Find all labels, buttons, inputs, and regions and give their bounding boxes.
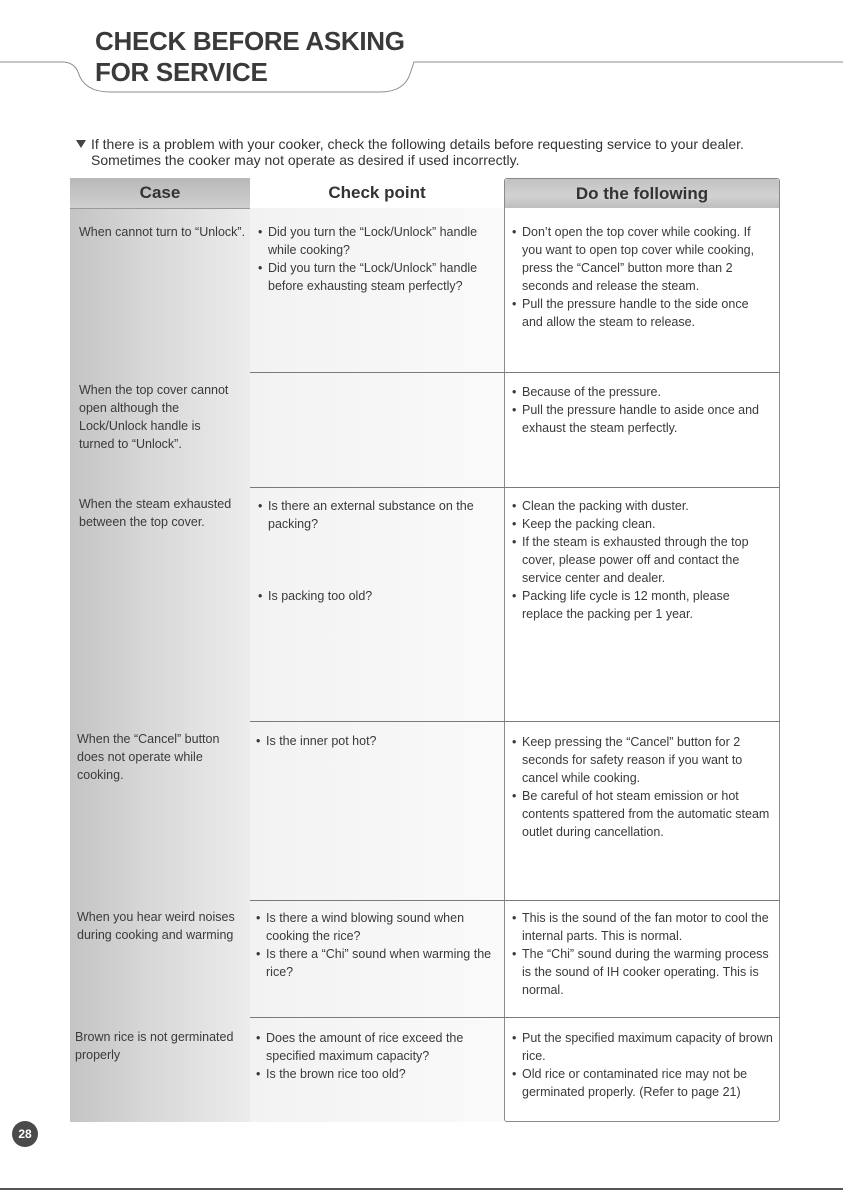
row-divider xyxy=(250,1017,780,1018)
row-3-check-2 xyxy=(258,587,494,605)
row-5-case: When you hear weird noises during cooking and warming xyxy=(77,910,235,942)
action-item: • Don’t open the top cover while cooking. If you want to open top cover while cooking, press the “Cancel” button more than 2 seconds and release the steam. xyxy=(512,223,770,295)
action-item: • The “Chi” sound during the warming process is the sound of IH cooker operating. This is normal. xyxy=(512,945,774,999)
page-title-line-2: FOR SERVICE xyxy=(95,57,268,87)
row-6-case: Brown rice is not germinated properly xyxy=(75,1030,234,1062)
row-5-check xyxy=(256,909,492,981)
action-item: • Keep pressing the “Cancel” button for 2 seconds for safety reason if you want to cancel while cooking. xyxy=(512,733,774,787)
row-divider xyxy=(250,900,780,901)
check-item: • Did you turn the “Lock/Unlock” handle while cooking? xyxy=(258,223,494,259)
header-case: Case xyxy=(70,178,250,208)
page-title-line-1: CHECK BEFORE ASKING xyxy=(95,26,405,56)
row-4-check xyxy=(256,732,492,750)
action-item: • Pull the pressure handle to aside once and exhaust the steam perfectly. xyxy=(512,401,770,437)
action-item: • Keep the packing clean. xyxy=(512,515,770,533)
row-divider xyxy=(250,487,780,488)
check-item: • Is the brown rice too old? xyxy=(256,1065,492,1083)
row-divider xyxy=(250,721,780,722)
row-5-action xyxy=(512,909,774,999)
intro-line-2: Sometimes the cooker may not operate as desired if used incorrectly. xyxy=(91,152,520,168)
check-item: • Is there an external substance on the packing? xyxy=(258,497,494,533)
row-4-case: When the “Cancel” button does not operate while cooking. xyxy=(77,732,220,782)
action-item: • Packing life cycle is 12 month, please replace the packing per 1 year. xyxy=(512,587,770,623)
action-item: • This is the sound of the fan motor to cool the internal parts. This is normal. xyxy=(512,909,774,945)
troubleshooting-table xyxy=(70,178,780,1122)
action-item: • Because of the pressure. xyxy=(512,383,770,401)
row-3-case: When the steam exhausted between the top cover. xyxy=(79,497,232,529)
header-do-the-following: Do the following xyxy=(505,179,779,208)
row-1-case: When cannot turn to “Unlock”. xyxy=(79,225,246,239)
action-item: • Clean the packing with duster. xyxy=(512,497,770,515)
row-6-action xyxy=(512,1029,774,1101)
intro-line-1: If there is a problem with your cooker, check the following details before requesting service to your dealer. xyxy=(91,136,744,152)
action-item: • Old rice or contaminated rice may not be germinated properly. (Refer to page 21) xyxy=(512,1065,774,1101)
action-item: • Put the specified maximum capacity of brown rice. xyxy=(512,1029,774,1065)
case-column xyxy=(70,178,250,1122)
row-6-check xyxy=(256,1029,492,1083)
triangle-bullet-icon xyxy=(76,140,86,148)
page-number: 28 xyxy=(12,1121,38,1147)
bottom-rule xyxy=(0,1188,843,1190)
check-item: • Is there a wind blowing sound when cooking the rice? xyxy=(256,909,492,945)
row-4-action xyxy=(512,733,774,841)
check-item: • Is there a “Chi” sound when warming the rice? xyxy=(256,945,492,981)
row-1-action xyxy=(512,223,770,331)
row-1-check xyxy=(258,223,494,295)
check-item: • Did you turn the “Lock/Unlock” handle before exhausting steam perfectly? xyxy=(258,259,494,295)
header-check-point: Check point xyxy=(250,178,504,208)
action-item: • If the steam is exhausted through the top cover, please power off and contact the service center and dealer. xyxy=(512,533,770,587)
row-2-action xyxy=(512,383,770,437)
header-divider xyxy=(70,208,250,209)
check-item: • Is packing too old? xyxy=(258,587,494,605)
row-3-action xyxy=(512,497,770,623)
row-3-check xyxy=(258,497,494,533)
action-item: • Be careful of hot steam emission or hot contents spattered from the automatic steam outlet during cancellation. xyxy=(512,787,774,841)
check-item: • Does the amount of rice exceed the specified maximum capacity? xyxy=(256,1029,492,1065)
row-divider xyxy=(250,372,780,373)
action-item: • Pull the pressure handle to the side once and allow the steam to release. xyxy=(512,295,770,331)
check-item: • Is the inner pot hot? xyxy=(256,732,492,750)
row-2-case: When the top cover cannot open although the Lock/Unlock handle is turned to “Unlock”. xyxy=(79,383,229,451)
